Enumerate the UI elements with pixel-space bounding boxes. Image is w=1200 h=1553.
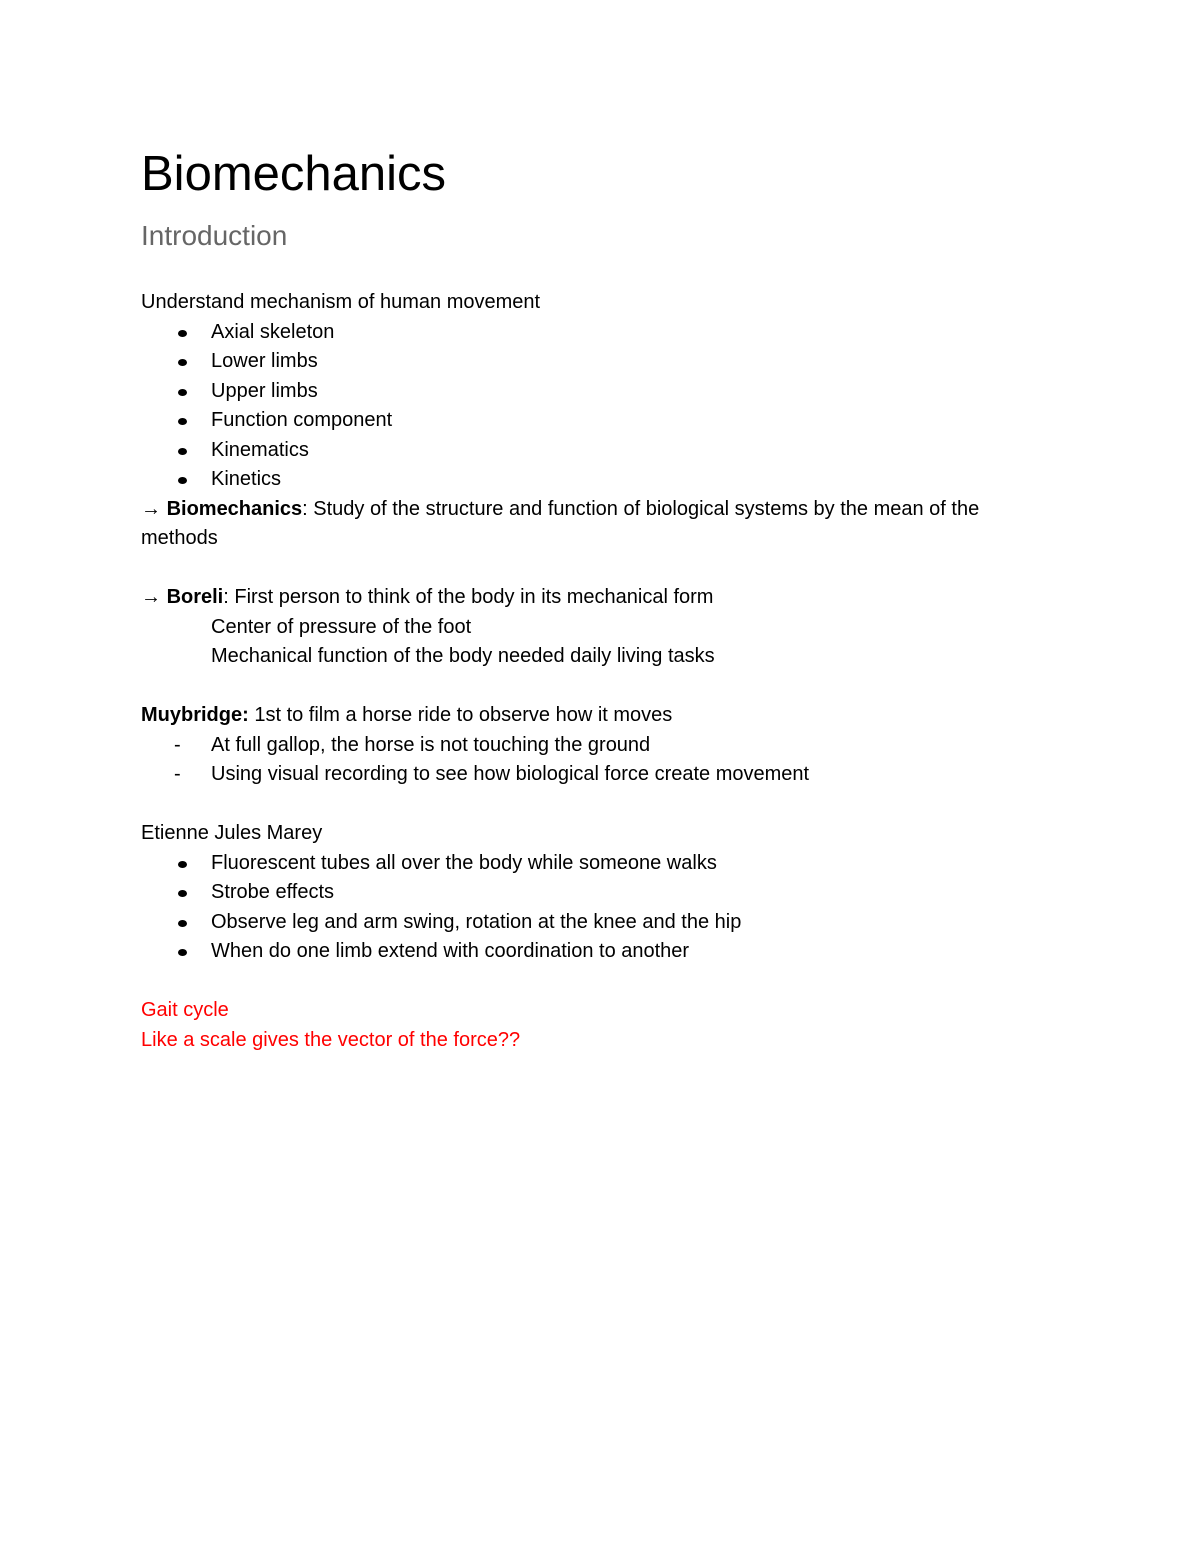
marey-list (141, 849, 1061, 967)
spacer (141, 967, 1061, 997)
document-body (141, 288, 1061, 1055)
note-line: Gait cycle (141, 999, 229, 1021)
spacer (141, 672, 1061, 702)
list-item: Lower limbs (141, 347, 1061, 377)
boreli-text: : First person to think of the body in its mechanical form (223, 586, 714, 608)
boreli-detail: Mechanical function of the body needed daily living tasks (211, 645, 715, 667)
list-item: - At full gallop, the horse is not touching the ground (141, 731, 1061, 761)
spacer (141, 790, 1061, 820)
intro-heading: Understand mechanism of human movement (141, 291, 541, 313)
intro-list (141, 318, 1061, 495)
bullet-icon (178, 477, 187, 484)
document-title: Biomechanics (141, 147, 447, 201)
list-item: - Using visual recording to see how biological force create movement (141, 760, 1061, 790)
boreli-line (141, 583, 1061, 613)
dash-icon: - (174, 733, 181, 756)
muybridge-term: Muybridge: (141, 704, 249, 726)
marey-heading: Etienne Jules Marey (141, 822, 323, 844)
biomechanics-definition (141, 495, 1061, 554)
bullet-icon (178, 359, 187, 366)
boreli-term: Boreli (166, 586, 224, 608)
muybridge-list (141, 731, 1061, 790)
bullet-icon (178, 448, 187, 455)
bullet-icon (178, 920, 187, 927)
boreli-detail: Center of pressure of the foot (211, 615, 472, 638)
muybridge-line (141, 701, 1061, 731)
arrow-icon: → (141, 497, 161, 520)
definition-term: Biomechanics (166, 497, 303, 520)
muybridge-text: 1st to film a horse ride to observe how it moves (248, 704, 673, 726)
document-subtitle: Introduction (141, 220, 288, 251)
spacer (141, 554, 1061, 584)
list-item: Upper limbs (141, 377, 1061, 407)
bullet-icon (178, 861, 187, 868)
list-item: Strobe effects (141, 878, 1061, 908)
list-item: When do one limb extend with coordination to another (141, 937, 1061, 967)
list-item: Axial skeleton (141, 318, 1061, 348)
arrow-icon: → (141, 586, 161, 608)
list-item: Kinetics (141, 465, 1061, 495)
list-item: Fluorescent tubes all over the body while someone walks (141, 849, 1061, 879)
bullet-icon (178, 418, 187, 425)
note-line: Like a scale gives the vector of the force?? (141, 1028, 521, 1051)
bullet-icon (178, 389, 187, 396)
definition-text: : Study of the structure and function of biological systems by the mean of the methods (141, 497, 980, 549)
dash-icon: - (174, 763, 181, 785)
list-item: Function component (141, 406, 1061, 436)
bullet-icon (178, 890, 187, 897)
list-item: Kinematics (141, 436, 1061, 466)
bullet-icon (178, 330, 187, 337)
list-item: Observe leg and arm swing, rotation at the knee and the hip (141, 908, 1061, 938)
bullet-icon (178, 949, 187, 956)
